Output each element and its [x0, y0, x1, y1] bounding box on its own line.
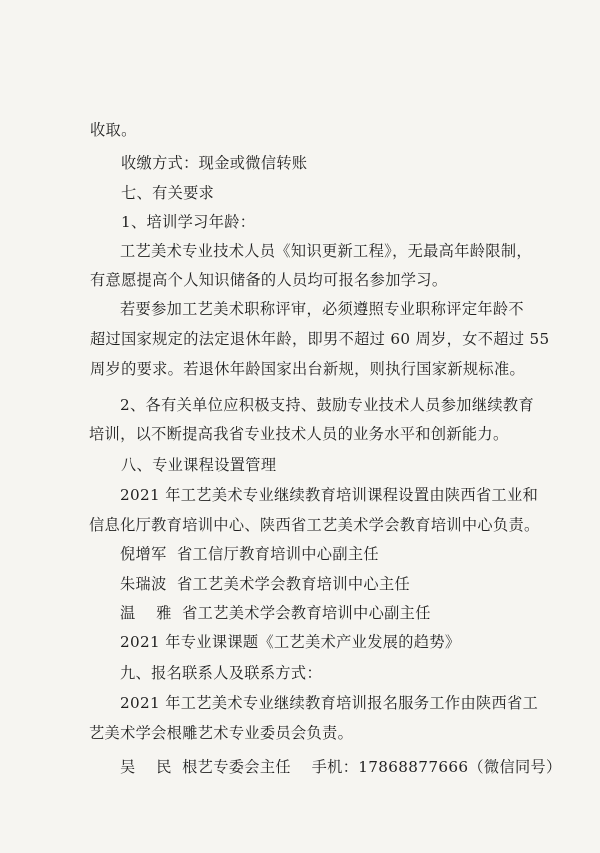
- text-line-registration-service: [89, 693, 600, 713]
- text-span: 超过国家规定的法定退休年龄，即男不超过 60 周岁，女不超过 55: [90, 330, 550, 348]
- text-span: 七、有关要求: [121, 184, 215, 202]
- text-line-retirement-age: [90, 329, 600, 349]
- text-span: 若要参加工艺美术职称评审，必须遵照专业职称评定年龄不: [120, 300, 524, 318]
- text-span: 艺美术学会根雕艺术专业委员会负责。: [89, 724, 354, 742]
- text-line-course-setting: [89, 485, 600, 505]
- text-span: 工艺美术专业技术人员《知识更新工程》，无最高年龄限制，: [120, 242, 532, 260]
- text-span: 1、培训学习年龄：: [121, 213, 256, 231]
- text-span: 培训，以不断提高我省专业技术人员的业务水平和创新能力。: [89, 425, 509, 443]
- text-span: 2021 年工艺美术专业继续教育培训报名服务工作由陕西省工: [120, 694, 539, 712]
- text-line-person-zhu: [89, 574, 600, 594]
- text-span: 倪增军 省工信厅教育培训中心副主任: [120, 545, 379, 563]
- text-span: 2021 年专业课课题《工艺美术产业发展的趋势》: [120, 633, 461, 651]
- text-span: 收缴方式：现金或微信转账: [121, 154, 308, 172]
- text-line-root-carving-committee: [89, 723, 600, 743]
- section-heading-contacts: [89, 663, 600, 683]
- text-line-collect: [90, 120, 600, 140]
- text-span: 有意愿提高个人知识储备的人员均可报名参加学习。: [90, 271, 448, 289]
- section-heading-requirements: [90, 183, 600, 203]
- text-line-person-ni: [89, 544, 600, 564]
- text-span: 九、报名联系人及联系方式：: [120, 664, 322, 682]
- text-line-knowledge-update: [89, 241, 600, 261]
- text-line-contact-phone: [89, 757, 600, 777]
- text-span: 2、各有关单位应积极支持、鼓励专业技术人员参加继续教育: [120, 396, 534, 414]
- text-span: 信息化厅教育培训中心、陕西省工艺美术学会教育培训中心负责。: [89, 516, 540, 534]
- text-span: 朱瑞波 省工艺美术学会教育培训中心主任: [120, 575, 411, 593]
- text-line-improve-level: [89, 424, 600, 444]
- text-line-person-wen: [89, 603, 600, 623]
- section-heading-course-management: [90, 455, 600, 475]
- text-line-course-topic: [89, 632, 600, 652]
- text-span: 吴 民 根艺专委会主任 手机：17868877666（微信同号）: [120, 758, 562, 776]
- text-span: 周岁的要求。若退休年龄国家出台新规，则执行国家新规标准。: [90, 360, 526, 378]
- text-span: 收取。: [90, 121, 137, 139]
- subheading-training-age: [90, 212, 600, 232]
- text-line-new-rules: [90, 359, 600, 379]
- text-span: 2021 年工艺美术专业继续教育培训课程设置由陕西省工业和: [120, 486, 539, 504]
- text-line-units-support: [89, 395, 600, 415]
- text-line-title-review: [89, 299, 600, 319]
- text-line-payment-method: [90, 153, 600, 173]
- text-span: 温 雅 省工艺美术学会教育培训中心副主任: [120, 604, 431, 622]
- text-span: 八、专业课程设置管理: [121, 456, 277, 474]
- text-line-responsible-centers: [89, 515, 600, 535]
- text-line-willing-apply: [90, 270, 600, 290]
